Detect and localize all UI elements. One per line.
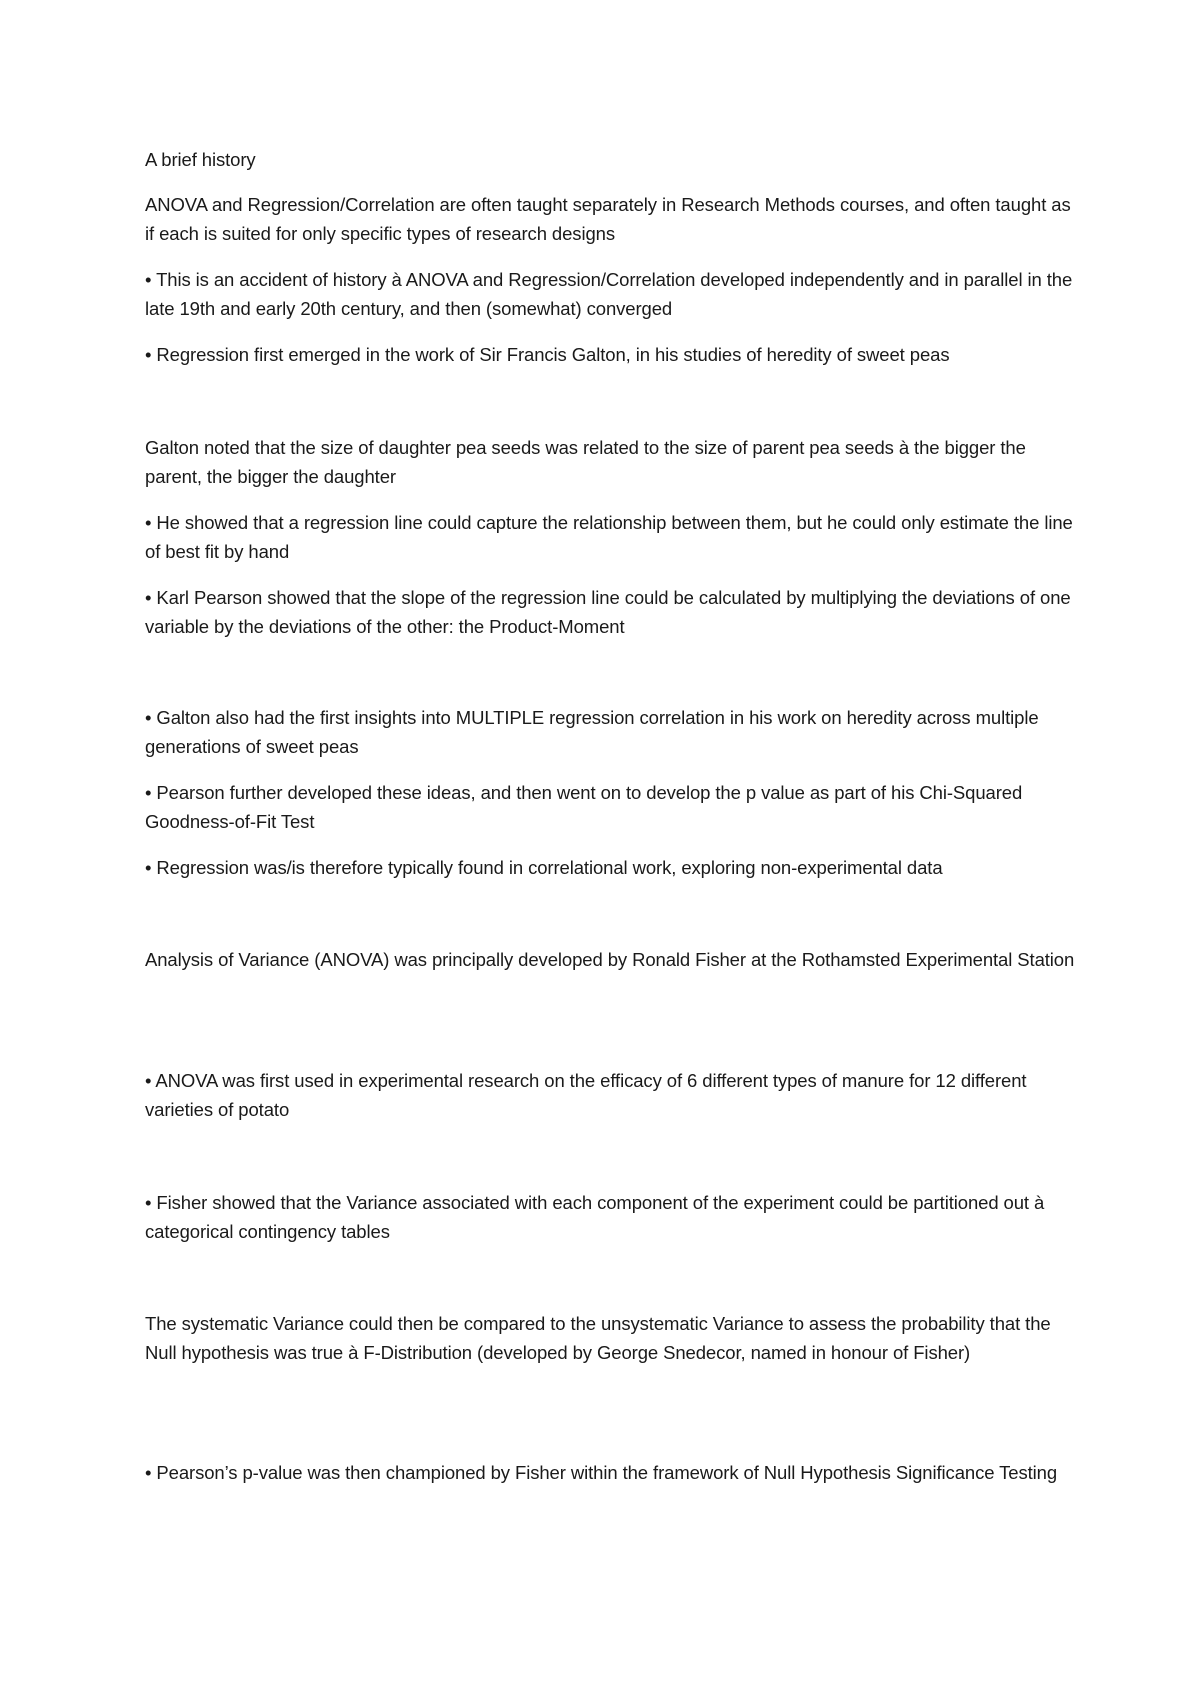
bullet-accident-of-history: • This is an accident of history à ANOVA and Regression/Correlation developed independently and in parallel in the late 19th and early 20th century, and then (somewhat) converged bbox=[145, 269, 1073, 319]
bullet-pearson-fisher-nhst: • Pearson’s p-value was then championed by Fisher within the framework of Null Hypothesis Significance Testing bbox=[145, 1462, 1058, 1483]
bullet-multiple-regression: • Galton also had the first insights into MULTIPLE regression correlation in his work on heredity across multiple generations of sweet peas bbox=[145, 707, 1039, 757]
bullet-fisher-variance: • Fisher showed that the Variance associated with each component of the experiment could be partitioned out à categorical contingency tables bbox=[145, 1192, 1045, 1242]
bullet-karl-pearson: • Karl Pearson showed that the slope of the regression line could be calculated by multiplying the deviations of one variable by the deviations of the other: the Product-Moment bbox=[145, 587, 1071, 637]
bullet-anova-manure: • ANOVA was first used in experimental research on the efficacy of 6 different types of manure for 12 different varieties of potato bbox=[145, 1070, 1027, 1120]
bullet-pearson-p-value: • Pearson further developed these ideas, and then went on to develop the p value as part of his Chi-Squared Goodness-of-Fit Test bbox=[145, 782, 1023, 832]
document-title: A brief history bbox=[145, 149, 256, 170]
paragraph-intro: ANOVA and Regression/Correlation are often taught separately in Research Methods courses, and often taught as if each is suited for only specific types of research designs bbox=[145, 194, 1071, 244]
paragraph-systematic-variance: The systematic Variance could then be compared to the unsystematic Variance to assess the probability that the Null hypothesis was true à F-Distribution (developed by George Snedecor, named in honour of Fisher) bbox=[145, 1313, 1051, 1363]
bullet-regression-line: • He showed that a regression line could capture the relationship between them, but he could only estimate the line of best fit by hand bbox=[145, 512, 1073, 562]
bullet-regression-galton: • Regression first emerged in the work of Sir Francis Galton, in his studies of heredity of sweet peas bbox=[145, 344, 950, 365]
paragraph-anova-fisher: Analysis of Variance (ANOVA) was principally developed by Ronald Fisher at the Rothamsted Experimental Station bbox=[145, 949, 1075, 970]
bullet-correlational-work: • Regression was/is therefore typically found in correlational work, exploring non-experimental data bbox=[145, 857, 943, 878]
paragraph-galton-pea-seeds: Galton noted that the size of daughter pea seeds was related to the size of parent pea seeds à the bigger the parent, the bigger the daughter bbox=[145, 437, 1026, 487]
